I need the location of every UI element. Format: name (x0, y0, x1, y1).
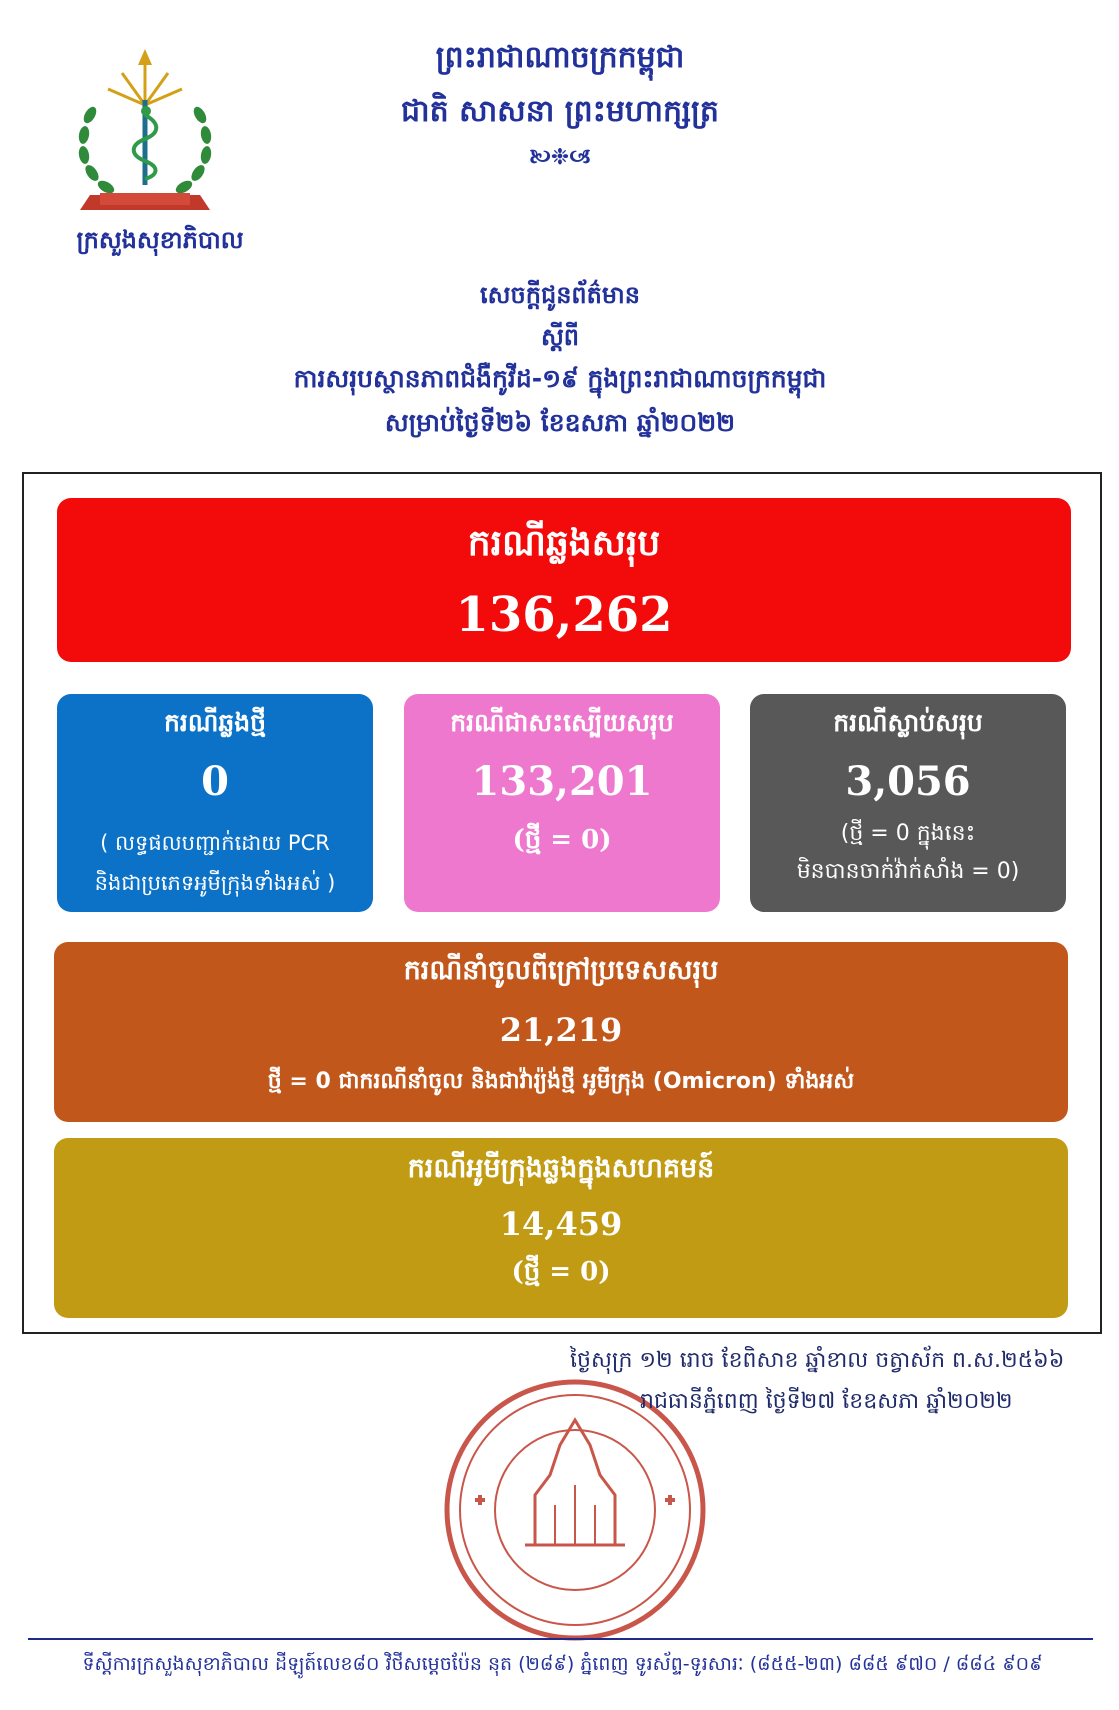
deaths-value: 3,056 (845, 758, 971, 805)
recovered-label: ករណីជាសះស្បើយសរុប (450, 708, 674, 737)
imported-cases-card (54, 942, 1068, 1122)
ministry-emblem-icon (60, 45, 230, 225)
omicron-community-label: ករណីអូមីក្រុងឆ្លងក្នុងសហគមន៍ (407, 1153, 715, 1184)
footer-divider (28, 1638, 1093, 1640)
new-cases-value: 0 (201, 758, 229, 805)
new-cases-note-line1: ( លទ្ធផលបញ្ជាក់ដោយ PCR (100, 831, 330, 855)
deaths-card (750, 694, 1066, 912)
total-cases-card (57, 498, 1071, 662)
solar-date: រាជធានីភ្នំពេញ ថ្ងៃទី២៧ ខែឧសភា ឆ្នាំ២០២២ (640, 1389, 1013, 1414)
deaths-note (750, 815, 1066, 891)
recovered-note: (ថ្មី = 0) (512, 825, 612, 855)
ornament-divider: 🙠❉🙢 (529, 145, 591, 170)
recovered-card (404, 694, 720, 912)
announcement-subject: ការសរុបស្ថានភាពជំងឺកូវីដ-១៩ ក្នុងព្រះរាជាណាចក្រកម្ពុជា (293, 364, 827, 393)
omicron-community-card (54, 1138, 1068, 1318)
ministry-name: ក្រសួងសុខាភិបាល (76, 226, 244, 254)
lunar-date: ថ្ងៃសុក្រ ១២ រោច ខែពិសាខ ឆ្នាំខាល ចត្វាស័ក ព.ស.២៥៦៦ (570, 1348, 1065, 1373)
statistics-panel (22, 472, 1102, 1334)
national-motto: ជាតិ សាសនា ព្រះមហាក្សត្រ (401, 94, 719, 129)
imported-cases-note: ថ្មី = 0 ជាករណីនាំចូល និងជាវ៉ារ្យ៉ង់ថ្មី អូមីក្រុង (Omicron) ទាំងអស់ (267, 1069, 855, 1094)
deaths-note-line2: មិនបានចាក់វ៉ាក់សាំង = 0) (796, 859, 1020, 884)
announcement-date: សម្រាប់ថ្ងៃទី២៦ ខែឧសភា ឆ្នាំ២០២២ (384, 408, 736, 437)
total-cases-value: 136,262 (455, 587, 673, 643)
new-cases-label: ករណីឆ្លងថ្មី (164, 708, 266, 737)
new-cases-card (57, 694, 373, 912)
omicron-community-note: (ថ្មី = 0) (511, 1257, 611, 1287)
new-cases-note-line2: និងជាប្រភេទអូមីក្រុងទាំងអស់ ) (94, 871, 336, 895)
deaths-note-line1: (ថ្មី = 0 ក្នុងនេះ (840, 821, 976, 846)
announcement-about: ស្តីពី (540, 323, 580, 351)
recovered-value: 133,201 (471, 758, 653, 805)
omicron-community-value: 14,459 (499, 1205, 623, 1243)
footer-address: ទីស្តីការក្រសួងសុខាភិបាល ដីឡូត៍លេខ៨០ វិថីសម្តេចប៉ែន នុត (២៨៩) ភ្នំពេញ ទូរស័ព្ទ-ទូរសារៈ (៨៥៥-២៣) ៨៨៥ ៩៧០ / ៨៨៤ ៩០៩ (82, 1653, 1043, 1675)
imported-cases-value: 21,219 (499, 1011, 623, 1049)
total-cases-label: ករណីឆ្លងសរុប (467, 523, 661, 564)
new-cases-note (57, 823, 373, 903)
announcement-title: សេចក្តីជូនព័ត៌មាន (480, 281, 640, 309)
kingdom-title: ព្រះរាជាណាចក្រកម្ពុជា (435, 40, 685, 75)
imported-cases-label: ករណីនាំចូលពីក្រៅប្រទេសសរុប (403, 955, 719, 986)
deaths-label: ករណីស្លាប់សរុប (833, 708, 983, 737)
